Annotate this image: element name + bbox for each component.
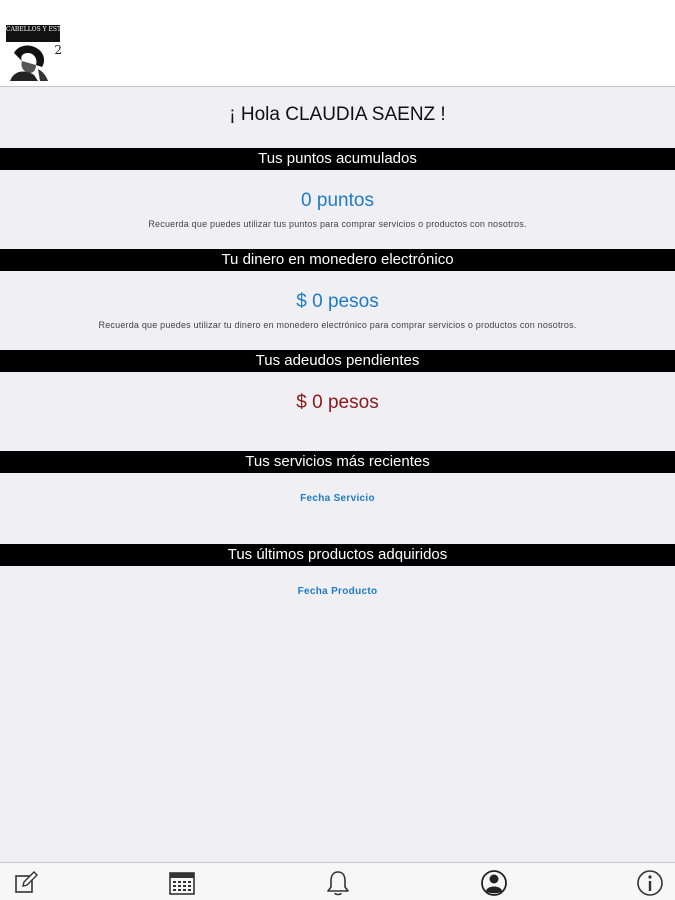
- services-section-header: Tus servicios más recientes: [0, 451, 675, 473]
- wallet-value: $ 0 pesos: [296, 291, 379, 312]
- wallet-section-header: Tu dinero en monedero electrónico: [0, 249, 675, 271]
- logo-figure-icon: [8, 43, 52, 81]
- points-note: Recuerda que puedes utilizar tus puntos para comprar servicios o productos con nosotros.: [148, 219, 527, 229]
- fecha-producto-link[interactable]: Fecha Producto: [297, 586, 378, 597]
- app-header: [0, 0, 675, 87]
- info-icon[interactable]: [636, 869, 664, 897]
- logo-number: 2: [54, 43, 62, 57]
- calendar-icon[interactable]: [168, 869, 196, 897]
- points-value: 0 puntos: [301, 190, 374, 211]
- products-section-header: Tus últimos productos adquiridos: [0, 544, 675, 566]
- tab-bar: [0, 862, 675, 900]
- products-date-column: [0, 586, 675, 597]
- wallet-note: Recuerda que puedes utilizar tu dinero en monedero electrónico para comprar servicios o productos con nosotros.: [98, 320, 577, 330]
- greeting-title: ¡ Hola CLAUDIA SAENZ !: [229, 104, 446, 125]
- points-section-header: Tus puntos acumulados: [0, 148, 675, 170]
- debts-value: $ 0 pesos: [296, 392, 379, 413]
- salon-logo: [6, 25, 73, 81]
- services-date-column: [0, 493, 675, 504]
- profile-icon[interactable]: [480, 869, 508, 897]
- debts-section-header: Tus adeudos pendientes: [0, 350, 675, 372]
- bell-icon[interactable]: [324, 869, 352, 897]
- fecha-servicio-link[interactable]: Fecha Servicio: [300, 493, 375, 504]
- compose-icon[interactable]: [12, 869, 40, 897]
- logo-banner: CABELLOS Y ESTILO: [6, 25, 60, 42]
